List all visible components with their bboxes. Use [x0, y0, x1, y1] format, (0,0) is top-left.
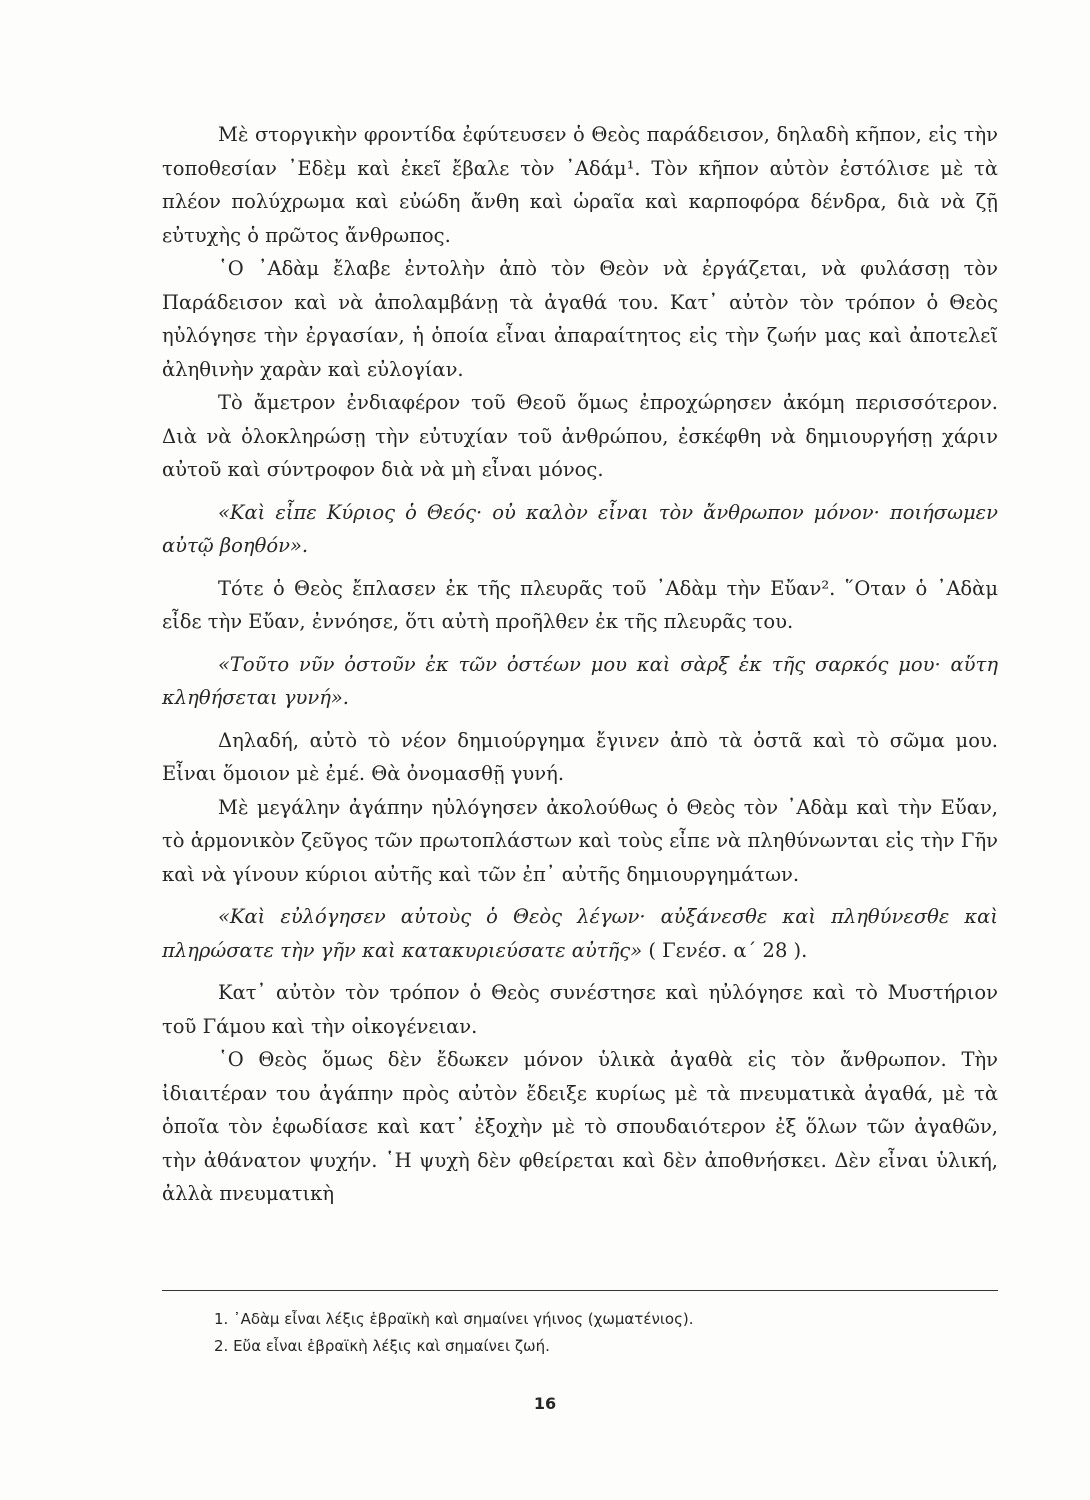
scripture-quote-1: «Καὶ εἶπε Κύριος ὁ Θεός· οὐ καλὸν εἶναι τὸν ἄνθρωπον μόνον· ποιήσωμεν αὐτῷ βοηθόν».: [162, 500, 998, 557]
paragraph-7: Κατ᾿ αὐτὸν τὸν τρόπον ὁ Θεὸς συνέστησε καὶ ηὐλόγησε καὶ τὸ Μυστήριον τοῦ Γάμου καὶ τὴν οἰκογένειαν.: [162, 981, 998, 1038]
scripture-reference: ( Γενέσ. α΄ 28 ).: [642, 938, 808, 962]
footnote-2: 2. Εὔα εἶναι ἑβραϊκὴ λέξις καὶ σημαίνει ζωή.: [214, 1337, 550, 1355]
footnote-1: 1. ᾿Αδὰμ εἶναι λέξις ἑβραϊκὴ καὶ σημαίνει γήινος (χωματένιος).: [214, 1310, 694, 1328]
footnote-divider: [162, 1290, 998, 1291]
paragraph-4: Τότε ὁ Θεὸς ἔπλασεν ἐκ τῆς πλευρᾶς τοῦ ᾿Αδὰμ τὴν Εὔαν². ῞Οταν ὁ ᾿Αδὰμ εἶδε τὴν Εὔαν, ἐννόησε, ὅτι αὐτὴ προῆλθεν ἐκ τῆς πλευρᾶς του.: [162, 576, 998, 633]
scripture-quote-2: «Τοῦτο νῦν ὀστοῦν ἐκ τῶν ὀστέων μου καὶ σὰρξ ἐκ τῆς σαρκός μου· αὕτη κληθήσεται γυνή».: [162, 652, 998, 709]
paragraph-1: Μὲ στοργικὴν φροντίδα ἐφύτευσεν ὁ Θεὸς παράδεισον, δηλαδὴ κῆπον, εἰς τὴν τοποθεσίαν ᾿Εδὲμ καὶ ἐκεῖ ἔβαλε τὸν ᾿Αδάμ¹. Τὸν κῆπον αὐτὸν ἐστόλισε μὲ τὰ πλέον πολύχρωμα καὶ εὐώδη ἄνθη καὶ ὡραῖα καὶ καρποφόρα δένδρα, διὰ νὰ ζῇ εὐτυχὴς ὁ πρῶτος ἄνθρωπος.: [162, 123, 998, 247]
body-text: [162, 118, 998, 1211]
page-number: 16: [533, 1394, 557, 1413]
scripture-quote-3-text: «Καὶ εὐλόγησεν αὐτοὺς ὁ Θεὸς λέγων· αὐξάνεσθε καὶ πληθύνεσθε καὶ πληρώσατε τὴν γῆν καὶ κατακυριεύσατε αὐτῆς»: [162, 905, 998, 962]
paragraph-8: ῾Ο Θεὸς ὅμως δὲν ἔδωκεν μόνον ὑλικὰ ἀγαθὰ εἰς τὸν ἄνθρωπον. Τὴν ἰδιαιτέραν του ἀγάπην πρὸς αὐτὸν ἔδειξε κυρίως μὲ τὰ πνευματικὰ ἀγαθά, μὲ τὰ ὁποῖα τὸν ἐφωδίασε καὶ κατ᾿ ἐξοχὴν μὲ τὸ σπουδαιότερον ἐξ ὅλων τῶν ἀγαθῶν, τὴν ἀθάνατον ψυχήν. ῾Η ψυχὴ δὲν φθείρεται καὶ δὲν ἀποθνήσκει. Δὲν εἶναι ὑλική, ἀλλὰ πνευματικὴ: [162, 1048, 998, 1205]
paragraph-3: Τὸ ἄμετρον ἐνδιαφέρον τοῦ Θεοῦ ὅμως ἐπροχώρησεν ἀκόμη περισσότερον. Διὰ νὰ ὁλοκληρώσῃ τὴν εὐτυχίαν τοῦ ἀνθρώπου, ἐσκέφθη νὰ δημιουργήσῃ χάριν αὐτοῦ καὶ σύντροφον διὰ νὰ μὴ εἶναι μόνος.: [162, 391, 998, 481]
footnotes: [214, 1306, 974, 1360]
paragraph-6: Μὲ μεγάλην ἀγάπην ηὐλόγησεν ἀκολούθως ὁ Θεὸς τὸν ᾿Αδὰμ καὶ τὴν Εὔαν, τὸ ἁρμονικὸν ζεῦγος τῶν πρωτοπλάστων καὶ τοὺς εἶπε νὰ πληθύνωνται εἰς τὴν Γῆν καὶ νὰ γίνουν κύριοι αὐτῆς καὶ τῶν ἐπ᾿ αὐτῆς δημιουργημάτων.: [162, 795, 998, 886]
paragraph-5: Δηλαδή, αὐτὸ τὸ νέον δημιούργημα ἔγινεν ἀπὸ τὰ ὀστᾶ καὶ τὸ σῶμα μου. Εἶναι ὅμοιον μὲ ἐμέ. Θὰ ὀνομασθῇ γυνή.: [162, 728, 998, 785]
scripture-quote-3: [162, 900, 998, 967]
paragraph-2: ῾Ο ᾿Αδὰμ ἔλαβε ἐντολὴν ἀπὸ τὸν Θεὸν νὰ ἐργάζεται, νὰ φυλάσσῃ τὸν Παράδεισον καὶ νὰ ἀπολαμβάνῃ τὰ ἀγαθά του. Κατ᾿ αὐτὸν τὸν τρόπον ὁ Θεὸς ηὐλόγησε τὴν ἐργασίαν, ἡ ὁποία εἶναι ἀπαραίτητος εἰς τὴν ζωήν μας καὶ ἀποτελεῖ ἀληθινὴν χαρὰν καὶ εὐλογίαν.: [162, 257, 998, 381]
